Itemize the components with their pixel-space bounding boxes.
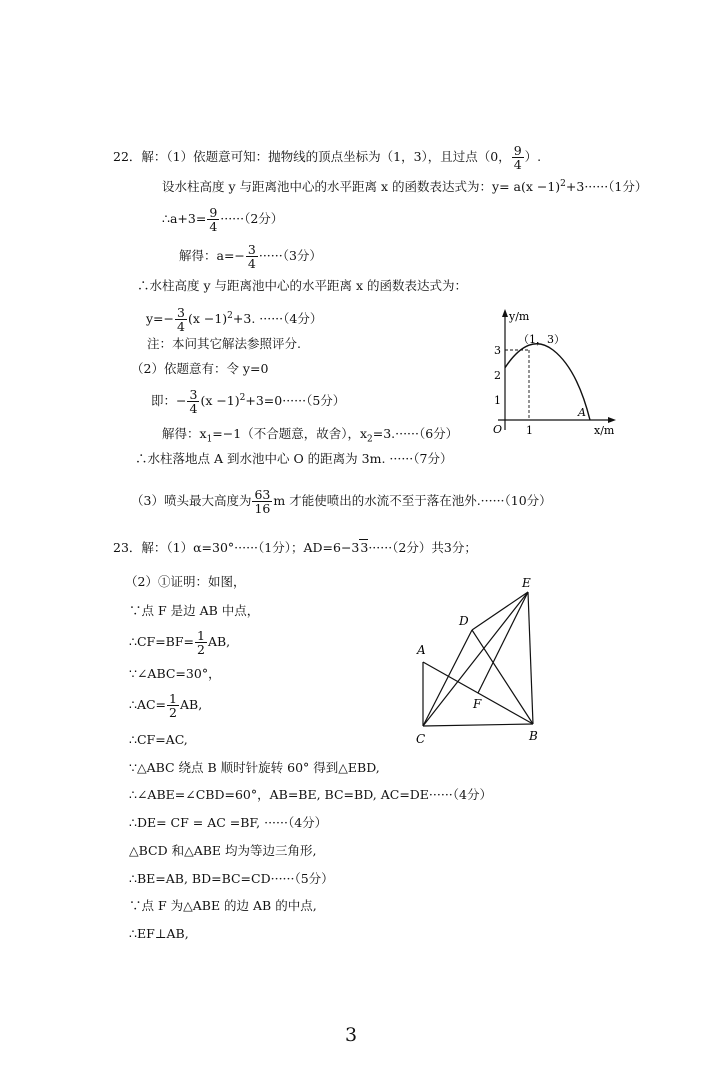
point-a-label: A (578, 406, 586, 419)
origin-label: O (493, 423, 503, 436)
vertex-label: （1，3） (518, 333, 565, 346)
q22-line1: 22．解：（1）依题意可知：抛物线的顶点坐标为（1，3），且过点（0， $\frac{9}{4}$ ）. (113, 143, 542, 172)
q23-line4: ∴CF=BF= $\frac{1}{2}$ AB, (129, 628, 231, 657)
label-e: E (522, 576, 531, 590)
fraction: $\frac{3}{4}$ (247, 242, 256, 271)
q22-line4: 解得：a=− $\frac{3}{4}$ ······（3分） (179, 242, 322, 271)
q22-line10: 解得：$x_1=-1$（不合题意，故舍），$x_2=3.\cdot\cdot\cdot\cdot\cdot\cdot(6$分） (162, 426, 459, 445)
fraction: $\frac{1}{2}$ (169, 691, 177, 720)
x-axis-label: x/m (594, 424, 615, 437)
q22-line2: 设水柱高度 y 与距离池中心的水平距离 x 的函数表达式为：$y= a(x -1)^2+3\cdot\cdot\cdot\cdot\cdot\cdot(1$分） (162, 179, 648, 195)
segment-cb (423, 724, 533, 726)
label-c: C (416, 732, 426, 746)
y-tick-1: 1 (494, 394, 501, 407)
sqrt: 3 (360, 540, 369, 555)
q22-line9: 即：− $\frac{3}{4}$ $(x -1)^2+3=0\cdot\cdot\cdot\cdot\cdot\cdot(5$分） (151, 387, 346, 416)
y-tick-2: 2 (494, 369, 501, 382)
geometry-figure (408, 572, 558, 752)
q23-line7: ∴CF=AC, (129, 732, 188, 747)
q23-line11: △BCD 和△ABE 均为等边三角形, (129, 843, 317, 858)
q22-line7: 注：本问其它解法参照评分. (147, 336, 301, 351)
segment-cd (423, 630, 472, 726)
q22-line11: ∴水柱落地点 A 到水池中心 O 的距离为 3m. ······（7分） (135, 451, 453, 466)
segment-de (472, 592, 528, 630)
q22-line8: （2）依题意有：令 y=0 (131, 361, 269, 376)
q22-line3: ∴a+3= $\frac{9}{4}$ ······（2分） (162, 205, 284, 234)
y-axis-arrow (502, 309, 508, 317)
q23-line13: ∵点 F 为△ABE 的边 AB 的中点, (129, 898, 317, 913)
q23-line8: ∵△ABC 绕点 B 顺时针旋转 60° 得到△EBD, (129, 760, 380, 775)
label-f: F (473, 697, 482, 711)
label-d: D (459, 614, 469, 628)
q22-line5: ∴水柱高度 y 与距离池中心的水平距离 x 的函数表达式为： (137, 278, 468, 293)
fraction: $\frac{9}{4}$ (513, 143, 522, 172)
q23-line14: ∴EF⊥AB, (129, 926, 189, 941)
q23-line10: ∴DE= CF = AC =BF, ······（4分） (129, 815, 328, 830)
fraction: $\frac{63}{16}$ (254, 487, 271, 516)
fraction: $\frac{3}{4}$ (189, 387, 198, 416)
q23-line12: ∴BE=AB, BD=BC=CD······（5分） (129, 871, 334, 886)
q23-line5: ∵∠ABC=30°， (129, 666, 221, 681)
x-tick-1: 1 (526, 424, 533, 437)
fraction: $\frac{1}{2}$ (197, 628, 205, 657)
label-b: B (529, 729, 538, 743)
y-axis-label: y/m (509, 310, 530, 323)
q23-line9: ∴∠ABE=∠CBD=60°，AB=BE, BC=BD, AC=DE······（4分） (129, 787, 492, 802)
label-a: A (417, 643, 426, 657)
q23-line3: ∵点 F 是边 AB 中点， (129, 603, 260, 618)
segment-eb (528, 592, 533, 724)
x-axis-arrow (608, 417, 616, 423)
fraction: $\frac{9}{4}$ (209, 205, 218, 234)
q23-line6: ∴AC= $\frac{1}{2}$ AB, (129, 691, 203, 720)
q23-line1: 23．解：（1）α=30°······（1分）；AD=6−33······（2分）共3分； (113, 540, 477, 555)
q23-line2: （2）①证明：如图， (125, 574, 246, 589)
page-number: 3 (344, 1024, 358, 1046)
fraction: $\frac{3}{4}$ (177, 305, 185, 334)
parabola-graph (482, 306, 622, 440)
q22-line12: （3）喷头最大高度为 $\frac{63}{16}$ m 才能使喷出的水流不至于落在池外.······（10分） (131, 487, 552, 516)
q22-line6: y=− $\frac{3}{4}$ $(x -1)^2+3$. ······（4分） (146, 305, 323, 334)
y-tick-3: 3 (494, 344, 501, 357)
